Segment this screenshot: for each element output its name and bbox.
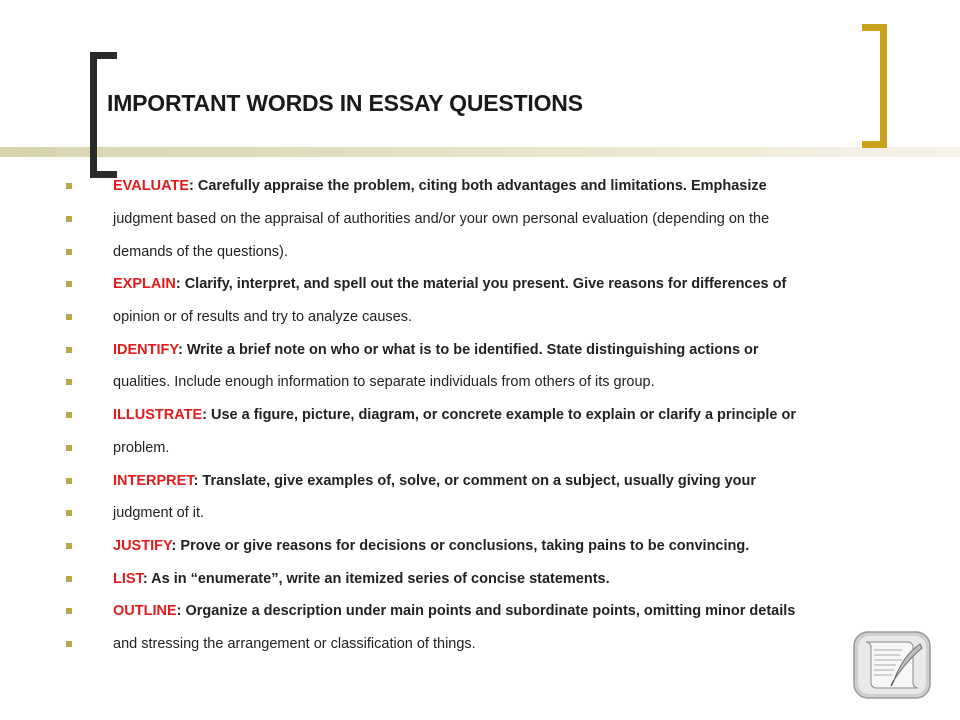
bullet-line bbox=[113, 342, 759, 358]
bullet-list bbox=[0, 170, 796, 660]
bullet-text: demands of the questions). bbox=[113, 243, 288, 260]
bullet-text: and stressing the arrangement or classification of things. bbox=[113, 635, 476, 652]
bullet-line bbox=[113, 538, 749, 554]
bullet-text: qualities. Include enough information to separate individuals from others of its group. bbox=[113, 374, 655, 391]
bullet-term: EXPLAIN bbox=[113, 276, 176, 293]
bullet-text: : As in “enumerate”, write an itemized series of concise statements. bbox=[142, 570, 610, 587]
bullet-square-icon bbox=[66, 576, 72, 582]
bullet-item bbox=[0, 333, 796, 366]
bullet-item bbox=[0, 235, 796, 268]
bullet-text: : Organize a description under main points and subordinate points, omitting minor details bbox=[176, 603, 796, 620]
bullet-square-icon bbox=[66, 281, 72, 287]
bullet-term: EVALUATE bbox=[113, 178, 189, 195]
bullet-item bbox=[0, 399, 796, 432]
bullet-square-icon bbox=[66, 543, 72, 549]
bullet-square-icon bbox=[66, 445, 72, 451]
bullet-item bbox=[0, 497, 796, 530]
bullet-term: IDENTIFY bbox=[113, 341, 178, 358]
bullet-text: judgment based on the appraisal of authorities and/or your own personal evaluation (depending on the bbox=[113, 211, 770, 228]
bullet-line bbox=[113, 505, 204, 521]
bullet-term: LIST bbox=[113, 570, 143, 587]
right-bracket-decoration bbox=[862, 24, 887, 148]
bullet-square-icon bbox=[66, 478, 72, 484]
bullet-line bbox=[113, 571, 610, 587]
bullet-square-icon bbox=[66, 183, 72, 189]
bullet-square-icon bbox=[66, 608, 72, 614]
bullet-text: : Carefully appraise the problem, citing both advantages and limitations. Emphasize bbox=[189, 178, 767, 195]
bullet-line bbox=[113, 178, 767, 194]
bullet-text: judgment of it. bbox=[113, 505, 205, 522]
bullet-item bbox=[0, 170, 796, 203]
bullet-text: opinion or of results and try to analyze causes. bbox=[113, 309, 413, 326]
bullet-item bbox=[0, 530, 796, 563]
slide-title: IMPORTANT WORDS IN ESSAY QUESTIONS bbox=[107, 90, 583, 116]
bullet-line bbox=[113, 407, 796, 423]
bullet-term: OUTLINE bbox=[113, 603, 177, 620]
bullet-square-icon bbox=[66, 314, 72, 320]
title-underline-stripe bbox=[0, 147, 960, 157]
bullet-line bbox=[113, 211, 769, 227]
bullet-line bbox=[113, 440, 169, 456]
bullet-square-icon bbox=[66, 249, 72, 255]
scroll-quill-icon bbox=[852, 630, 932, 700]
bullet-square-icon bbox=[66, 347, 72, 353]
bullet-line bbox=[113, 636, 476, 652]
bullet-item bbox=[0, 562, 796, 595]
bullet-square-icon bbox=[66, 641, 72, 647]
bullet-text: : Prove or give reasons for decisions or conclusions, taking pains to be convincing. bbox=[171, 537, 750, 554]
bullet-item bbox=[0, 595, 796, 628]
bullet-line bbox=[113, 603, 795, 619]
bullet-item bbox=[0, 432, 796, 465]
bullet-item bbox=[0, 366, 796, 399]
bullet-item bbox=[0, 268, 796, 301]
bullet-square-icon bbox=[66, 412, 72, 418]
bullet-square-icon bbox=[66, 510, 72, 516]
bullet-line bbox=[113, 276, 786, 292]
bullet-line bbox=[113, 244, 288, 260]
bullet-term: JUSTIFY bbox=[113, 537, 172, 554]
bullet-item bbox=[0, 464, 796, 497]
bullet-item bbox=[0, 628, 796, 661]
bullet-text: : Write a brief note on who or what is to be identified. State distinguishing actions or bbox=[177, 341, 759, 358]
bullet-square-icon bbox=[66, 379, 72, 385]
bullet-line bbox=[113, 374, 655, 390]
bullet-text: problem. bbox=[113, 439, 170, 456]
bullet-term: INTERPRET bbox=[113, 472, 194, 489]
bullet-item bbox=[0, 301, 796, 334]
bullet-text: : Clarify, interpret, and spell out the material you present. Give reasons for differences of bbox=[175, 276, 787, 293]
bullet-line bbox=[113, 309, 412, 325]
bullet-line bbox=[113, 473, 756, 489]
bullet-text: : Use a figure, picture, diagram, or concrete example to explain or clarify a principle or bbox=[202, 407, 797, 424]
bullet-text: : Translate, give examples of, solve, or comment on a subject, usually giving your bbox=[193, 472, 757, 489]
bullet-item bbox=[0, 203, 796, 236]
bullet-square-icon bbox=[66, 216, 72, 222]
bullet-term: ILLUSTRATE bbox=[113, 407, 203, 424]
